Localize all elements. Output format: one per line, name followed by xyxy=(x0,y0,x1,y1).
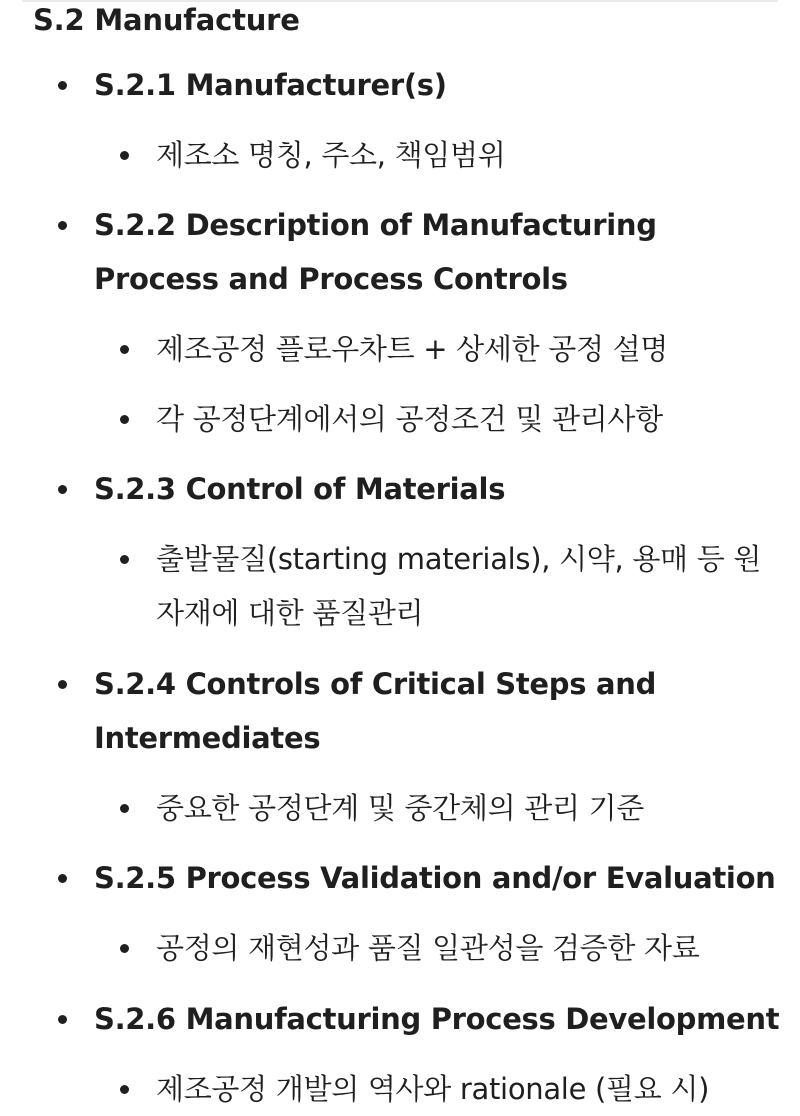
bullet-icon xyxy=(120,415,129,424)
sub-list-item-text: 각 공정단계에서의 공정조건 및 관리사항 xyxy=(156,402,663,436)
sub-list-item-text: 중요한 공정단계 및 중간체의 관리 기준 xyxy=(156,791,645,825)
bullet-icon xyxy=(120,944,129,953)
list-item-heading: S.2.3 Control of Materials xyxy=(94,472,506,506)
sub-list-item-text: 출발물질(starting materials), 시약, 용매 등 원자재에 대한 품질관리 xyxy=(156,542,762,630)
bullet-icon xyxy=(58,81,67,90)
bullet-icon xyxy=(120,1085,129,1094)
bullet-icon xyxy=(58,874,67,883)
list-item-heading: S.2.5 Process Validation and/or Evaluation xyxy=(94,861,776,895)
bullet-icon xyxy=(120,151,129,160)
list-item-heading: S.2.6 Manufacturing Process Development xyxy=(94,1002,780,1036)
sub-list-item-text: 제조공정 개발의 역사와 rationale (필요 시) xyxy=(156,1072,710,1106)
list-item-heading: S.2.4 Controls of Critical Steps and Intermediates xyxy=(94,667,657,755)
bullet-icon xyxy=(58,485,67,494)
list-item-heading: S.2.2 Description of Manufacturing Process and Process Controls xyxy=(94,208,657,296)
bullet-icon xyxy=(120,345,129,354)
list-item-heading: S.2.1 Manufacturer(s) xyxy=(94,68,447,102)
sub-list-item-text: 제조공정 플로우차트 + 상세한 공정 설명 xyxy=(156,332,669,366)
sub-list-item-text: 공정의 재현성과 품질 일관성을 검증한 자료 xyxy=(156,931,700,965)
bullet-icon xyxy=(58,221,67,230)
sub-list-item-text: 제조소 명칭, 주소, 책임범위 xyxy=(156,138,506,172)
bullet-icon xyxy=(58,1015,67,1024)
bullet-icon xyxy=(120,804,129,813)
section-title: S.2 Manufacture xyxy=(33,3,300,37)
bullet-icon xyxy=(120,555,129,564)
bullet-icon xyxy=(58,680,67,689)
